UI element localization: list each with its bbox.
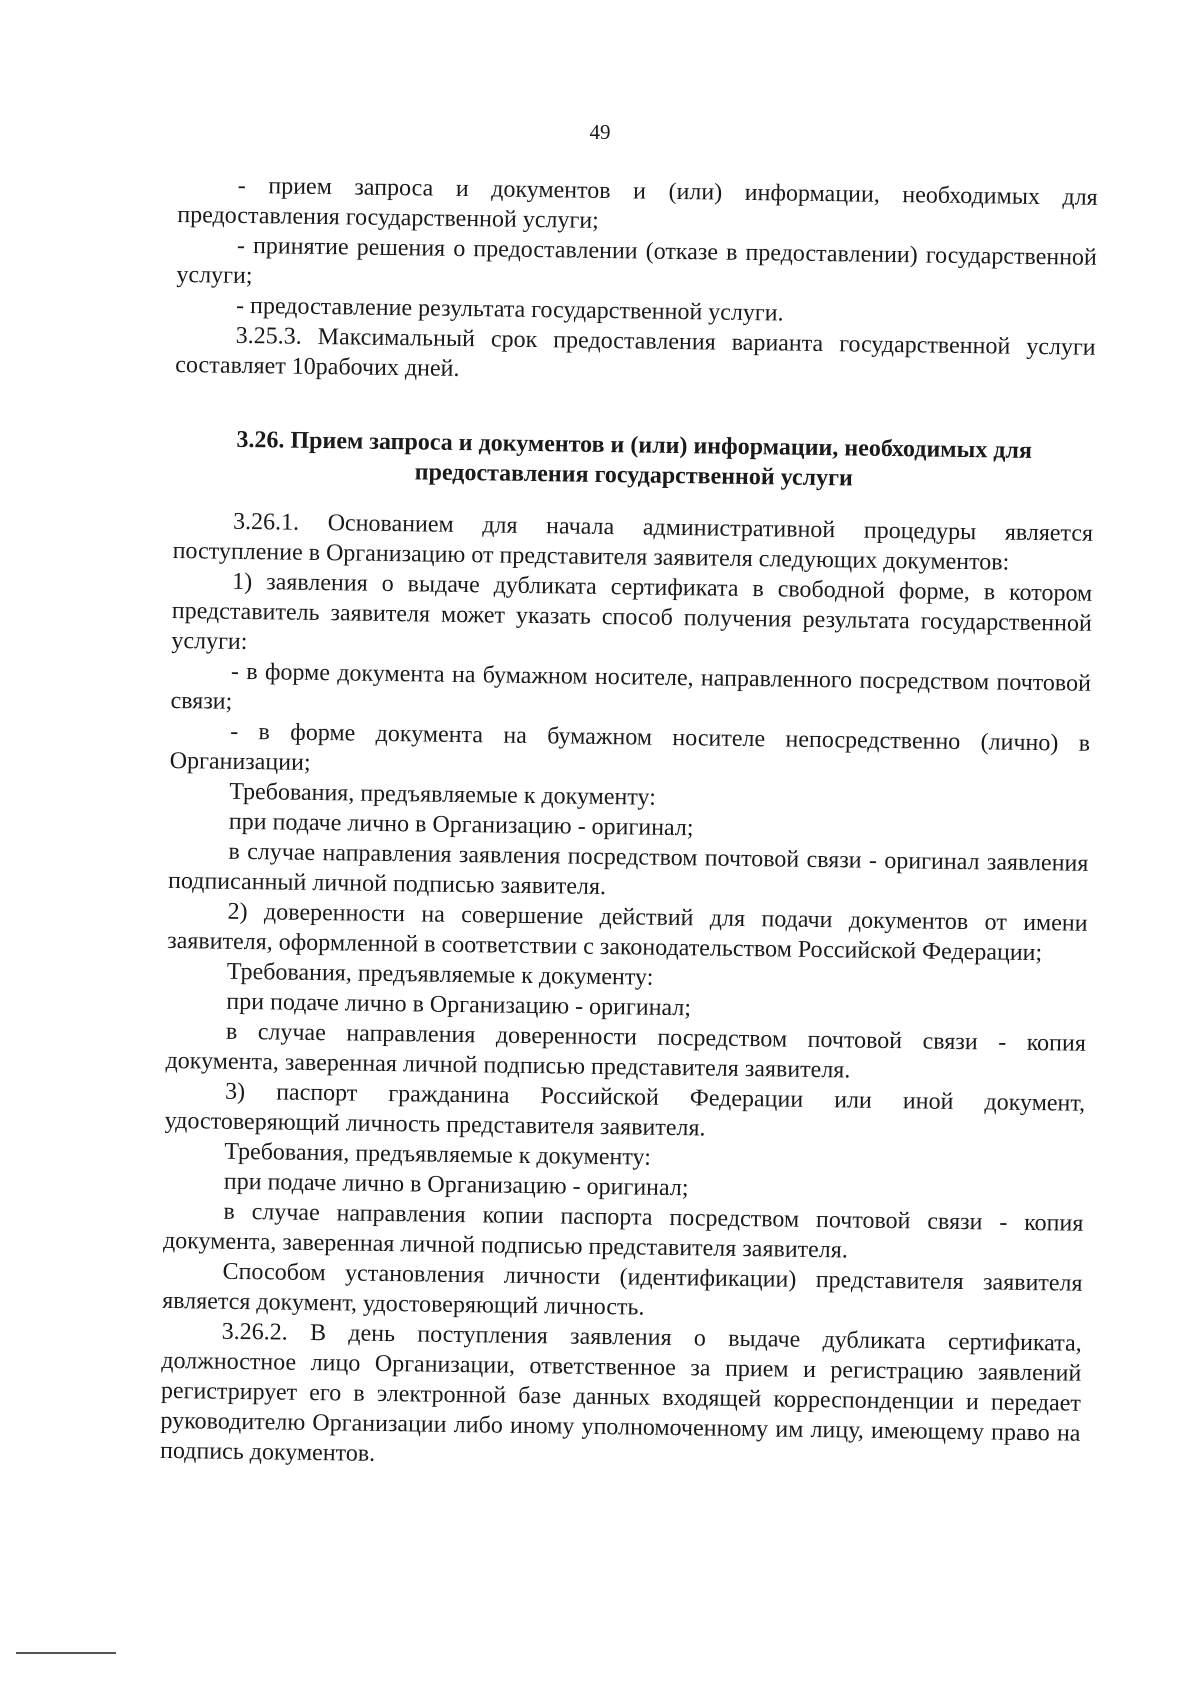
paragraph: при подаче лично в Организацию - оригинал;	[228, 808, 694, 842]
paragraph: 3.26.1. Основанием для начала административной процедуры является поступление в Организацию от представителя заявителя следующих документов:	[172, 508, 1094, 576]
footnote-divider	[16, 1652, 116, 1654]
paragraph: при подаче лично в Организацию - оригинал;	[226, 988, 692, 1022]
section-heading: 3.26. Прием запроса и документов и (или) информации, необходимых для предоставления государственной услуги	[236, 426, 1033, 492]
paragraph: 1) заявления о выдаче дубликата сертификата в свободной форме, в котором представитель заявителя может указать способ получения результата государственной услуги:	[171, 568, 1093, 656]
paragraph: в случае направления доверенности посредством почтовой связи - копия документа, заверенная личной подписью представителя заявителя.	[165, 1018, 1087, 1084]
paragraph: - принятие решения о предоставлении (отказе в предоставлении) государственной услуги;	[176, 232, 1098, 290]
paragraph: 3) паспорт гражданина Российской Федерации или иной документ, удостоверяющий личность представителя заявителя.	[164, 1078, 1086, 1142]
paragraph: 3.26.2. В день поступления заявления о выдаче дубликата сертификата, должностное лицо Организации, ответственное за прием и регистрацию заявлений регистрирует его в электронной базе данных входящей корреспонденции и передает руководителю Организации либо иному уполномоченному им лицу, имеющему право на подпись документов.	[159, 1318, 1082, 1467]
paragraph: Требования, предъявляемые к документу:	[224, 1138, 652, 1171]
paragraph: Требования, предъявляемые к документу:	[229, 778, 657, 811]
paragraph: 2) доверенности на совершение действий для подачи документов от имени заявителя, оформленной в соответствии с законодательством Российской Федерации;	[167, 898, 1088, 967]
paragraph: - в форме документа на бумажном носителе непосредственно (лично) в Организации;	[169, 718, 1091, 776]
paragraph: в случае направления заявления посредством почтовой связи - оригинал заявления подписанный личной подписью заявителя.	[167, 838, 1089, 901]
page-number: 49	[589, 120, 611, 144]
paragraph: в случае направления копии паспорта посредством почтовой связи - копия документа, заверенная личной подписью представителя заявителя.	[162, 1198, 1084, 1264]
paragraph: - прием запроса и документов и (или) информации, необходимых для предоставления государственной услуги;	[177, 172, 1098, 234]
document-body	[160, 170, 1098, 1479]
paragraph: 3.25.3. Максимальный срок предоставления варианта государственной услуги составляет 10рабочих дней.	[175, 322, 1096, 382]
paragraph: Требования, предъявляемые к документу:	[226, 958, 654, 991]
paragraph: - в форме документа на бумажном носителе, направленного посредством почтовой связи;	[170, 658, 1092, 715]
paragraph: при подаче лично в Организацию - оригинал;	[223, 1168, 689, 1202]
paragraph: Способом установления личности (идентификации) представителя заявителя является документ, удостоверяющий личность.	[162, 1258, 1083, 1321]
paragraph: - предоставление результата государственной услуги.	[235, 292, 784, 327]
